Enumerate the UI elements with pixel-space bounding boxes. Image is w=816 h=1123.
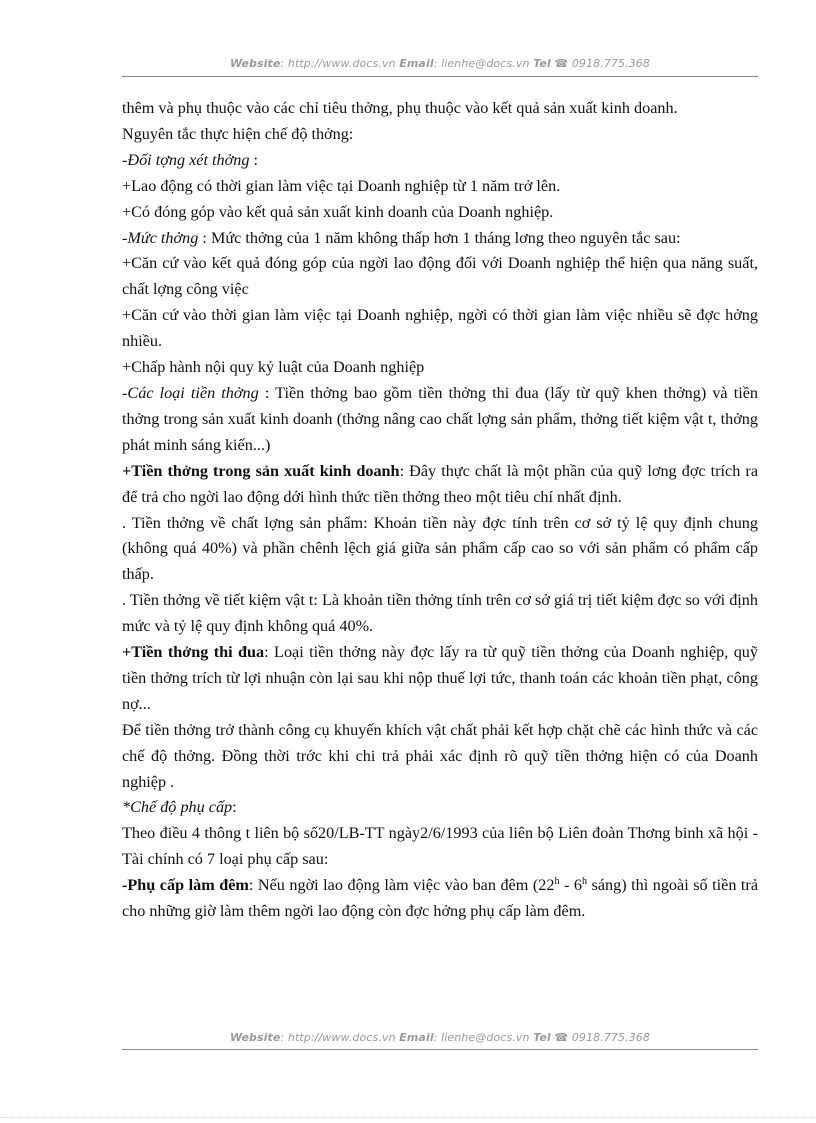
paragraph-16: [122, 795, 758, 821]
footer-rule: [122, 1049, 758, 1050]
header-rule: [122, 76, 758, 77]
paragraph-11: [122, 459, 758, 511]
paragraph-15: Để tiền thởng trở thành công cụ khuyến khích vật chất phải kết hợp chặt chẽ các hình thức và các chế độ thởng. Đồng thời trớc khi chi trả phải xác định rõ quỹ tiền thởng hiện có của Doanh nghiệp .: [122, 720, 758, 791]
paragraph-1: thêm và phụ thuộc vào các chỉ tiêu thởng, phụ thuộc vào kết quả sản xuất kinh doanh.: [122, 99, 678, 117]
paragraph-3: [122, 148, 758, 174]
paragraph-16-text: :: [232, 798, 237, 817]
document-body: [122, 96, 758, 925]
heading-tien-thuong-sxkd: +Tiền thởng trong sản xuất kinh doanh: [122, 461, 400, 480]
page-footer: [122, 1031, 758, 1044]
header-email-label: Email: [399, 57, 434, 70]
telephone-icon: ☎: [554, 1031, 569, 1044]
paragraph-14: [122, 640, 758, 718]
paragraph-8: +Căn cứ vào thời gian làm việc tại Doanh nghiệp, ngời có thời gian làm việc nhiều sẽ đợc hởng nhiều.: [122, 306, 758, 351]
paragraph-2: Nguyên tắc thực hiện chế độ thởng:: [122, 124, 354, 143]
header-tel-label: Tel: [533, 57, 551, 70]
paragraph-3-text: :: [249, 150, 258, 169]
header-tel-value: : 0918.775.368: [564, 57, 651, 70]
superscript-h-1: h: [554, 876, 560, 888]
heading-doi-tuong: -Đối tợng xét thởng: [122, 150, 250, 169]
paragraph-10: [122, 381, 758, 459]
header-website-label: Website: [229, 57, 281, 70]
paragraph-18-text-b: - 6: [559, 876, 582, 895]
paragraph-9: +Chấp hành nội quy kỷ luật của Doanh nghiệp: [122, 358, 425, 377]
heading-phu-cap-lam-dem: -Phụ cấp làm đêm: [122, 876, 249, 895]
paragraph-6-text: : Mức thởng của 1 năm không thấp hơn 1 tháng lơng theo nguyên tắc sau:: [198, 228, 681, 247]
paragraph-5: +Có đóng góp vào kết quả sản xuất kinh doanh của Doanh nghiệp.: [122, 202, 554, 221]
page-header: [122, 57, 758, 70]
footer-website-label: Website: [229, 1031, 281, 1044]
telephone-icon: ☎: [554, 57, 569, 70]
header-website-value: : http://www.docs.vn: [280, 57, 396, 70]
paragraph-7: +Căn cứ vào kết quả đóng góp của ngời lao động đối với Doanh nghiệp thể hiện qua năng suất, chất lợng công việc: [122, 254, 758, 299]
paragraph-14-text: : Loại tiền thởng này đợc lấy ra từ quỹ tiền thởng của Doanh nghiệp, quỹ tiền thởng trích từ lợi nhuận còn lại sau khi nộp thuế lợi tức, thanh toán các khoản tiền phạt, công nợ...: [122, 643, 758, 713]
footer-email-label: Email: [399, 1031, 434, 1044]
superscript-h-2: h: [582, 876, 587, 888]
header-email-value: : lienhe@docs.vn: [433, 57, 530, 70]
heading-che-do-phu-cap: *Chế độ phụ cấp: [122, 798, 233, 817]
paragraph-4: +Lao động có thời gian làm việc tại Doanh nghiệp từ 1 năm trở lên.: [122, 176, 561, 195]
footer-website-value: : http://www.docs.vn: [280, 1031, 396, 1044]
page-bottom-dotted-line: [0, 1117, 816, 1118]
paragraph-18: [122, 873, 758, 925]
paragraph-11-text: : Đây thực chất là một phần của quỹ lơng đợc trích ra để trả cho ngời lao động dới hình thức tiền thởng theo một tiêu chí nhất định.: [122, 461, 758, 506]
footer-tel-value: : 0918.775.368: [564, 1031, 651, 1044]
footer-email-value: : lienhe@docs.vn: [433, 1031, 530, 1044]
paragraph-17: Theo điều 4 thông t liên bộ số20/LB-TT ngày2/6/1993 của liên bộ Liên đoàn Thơng binh xã hội - Tài chính có 7 loại phụ cấp sau:: [122, 824, 758, 869]
heading-cac-loai: -Các loại tiền thởng: [122, 383, 259, 402]
footer-tel-label: Tel: [533, 1031, 551, 1044]
heading-tien-thuong-thi-dua: +Tiền thởng thi đua: [122, 643, 265, 662]
paragraph-6: [122, 226, 758, 252]
paragraph-10-text: : Tiền thởng bao gồm tiền thởng thi đua (lấy từ quỹ khen thởng) và tiền thởng trong sản xuất kinh doanh (thởng nâng cao chất lợng sản phẩm, thởng tiết kiệm vật t, thởng phát minh sáng kiến...): [122, 383, 759, 454]
paragraph-18-text-a: : Nếu ngời lao động làm việc vào ban đêm (22: [248, 876, 555, 895]
paragraph-18-text-c: sáng) thì ngoài số tiền trả cho những giờ làm thêm ngời lao động còn đợc hởng phụ cấp làm đêm.: [122, 876, 759, 921]
heading-muc-thuong: -Mức thởng: [122, 228, 199, 247]
paragraph-12: . Tiền thởng về chất lợng sản phẩm: Khoản tiền này đợc tính trên cơ sở tỷ lệ quy định chung (không quá 40%) và phần chênh lệch giá giữa sản phẩm cấp cao so với sản phẩm có phẩm cấp thấp.: [122, 513, 758, 584]
paragraph-13: . Tiền thởng về tiết kiệm vật t: Là khoản tiền thởng tính trên cơ sở giá trị tiết kiệm đợc so với định mức và tỷ lệ quy định không quá 40%.: [122, 591, 758, 636]
